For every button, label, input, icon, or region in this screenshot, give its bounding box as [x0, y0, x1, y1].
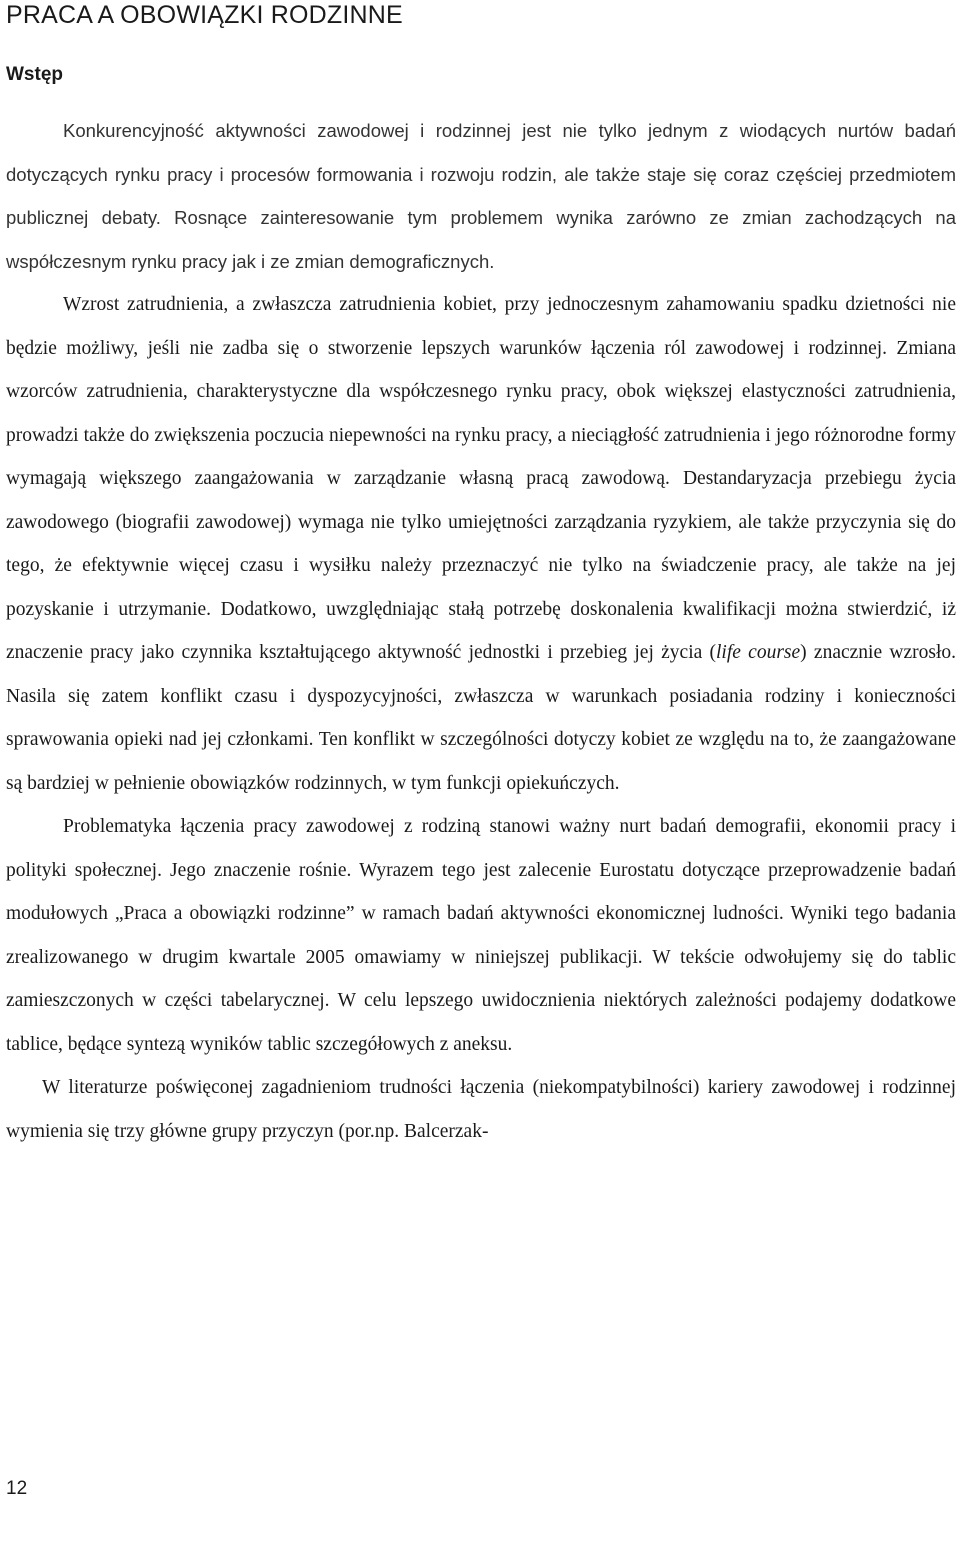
document-title: PRACA A OBOWIĄZKI RODZINNE	[6, 1, 403, 29]
italic-term: life course	[716, 642, 801, 663]
body-text	[6, 109, 956, 1153]
paragraph-2	[6, 283, 956, 805]
paragraph-1: Konkurencyjność aktywności zawodowej i rodzinnej jest nie tylko jednym z wiodących nurtów badań dotyczących rynku pracy i procesów formowania i rozwoju rodzin, ale także staje się coraz częściej przedmiotem publicznej debaty. Rosnące zainteresowanie tym problemem wynika zarówno ze zmian zachodzących na współczesnym rynku pracy jak i ze zmian demograficznych.	[6, 120, 956, 272]
paragraph-2-text-start: Wzrost zatrudnienia, a zwłaszcza zatrudnienia kobiet, przy jednoczesnym zahamowaniu spadku dzietności nie będzie możliwy, jeśli nie zadba się o stworzenie lepszych warunków łączenia ról zawodowej i rodzinnej. Zmiana wzorców zatrudnienia, charakterystyczne dla współczesnego rynku pracy, obok większej elastyczności zatrudnienia, prowadzi także do zwiększenia poczucia niepewności na rynku pracy, a nieciągłość zatrudnienia i jego różnorodne formy wymagają większego zaangażowania w zarządzanie własną pracą zawodową. Destandaryzacja przebiegu życia zawodowego (biografii zawodowej) wymaga nie tylko umiejętności zarządzania ryzykiem, ale także przyczynia się do tego, że efektywnie więcej czasu i wysiłku należy przeznaczyć nie tylko na świadczenie pracy, ale także na jej pozyskanie i utrzymanie. Dodatkowo, uwzględniając stałą potrzebę doskonalenia kwalifikacji można stwierdzić, iż znaczenie pracy jako czynnika kształtującego aktywność jednostki i przebieg jej życia (	[6, 294, 956, 663]
page-number: 12	[6, 1478, 28, 1499]
paragraph-3: Problematyka łączenia pracy zawodowej z rodziną stanowi ważny nurt badań demografii, ekonomii pracy i polityki społecznej. Jego znaczenie rośnie. Wyrazem tego jest zalecenie Eurostatu dotyczące przeprowadzenie badań modułowych „Praca a obowiązki rodzinne” w ramach badań aktywności ekonomicznej ludności. Wyniki tego badania zrealizowanego w drugim kwartale 2005 omawiamy w niniejszej publikacji. W tekście odwołujemy się do tablic zamieszczonych w części tabelarycznej. W celu lepszego uwidocznienia niektórych zależności podajemy dodatkowe tablice, będące syntezą wyników tablic szczegółowych z aneksu.	[6, 816, 956, 1055]
section-heading: Wstęp	[6, 64, 63, 85]
paragraph-4: W literaturze poświęconej zagadnieniom trudności łączenia (niekompatybilności) kariery zawodowej i rodzinnej wymienia się trzy główne grupy przyczyn (por.np. Balcerzak-	[6, 1077, 956, 1142]
paragraph-2-text-end: ) znacznie wzrosło. Nasila się zatem konflikt czasu i dyspozycyjności, zwłaszcza w warunkach posiadania rodziny i konieczności sprawowania opieki nad jej członkami. Ten konflikt w szczególności dotyczy kobiet ze względu na to, że zaangażowane są bardziej w pełnienie obowiązków rodzinnych, w tym funkcji opiekuńczych.	[6, 642, 956, 794]
